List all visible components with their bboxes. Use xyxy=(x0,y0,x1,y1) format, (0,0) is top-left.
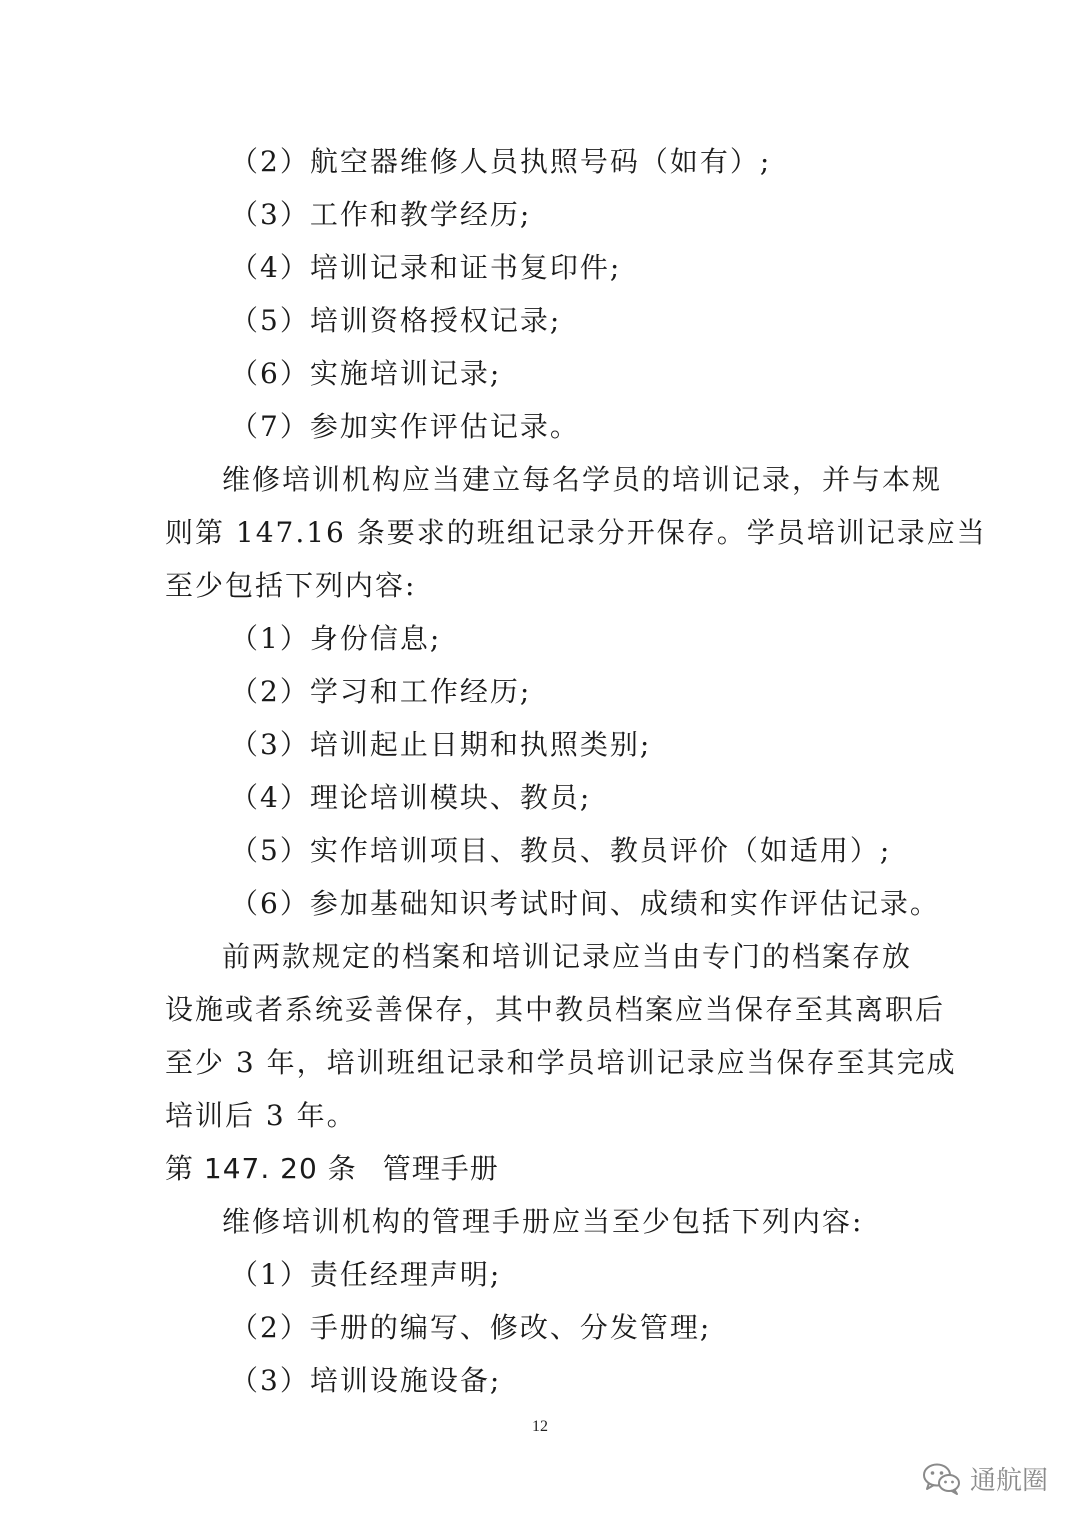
list-item: （6）参加基础知识考试时间、成绩和实作评估记录。 xyxy=(230,887,940,920)
list-item: （4）理论培训模块、教员; xyxy=(230,781,592,814)
watermark xyxy=(922,1460,1048,1497)
article-number: 第 147. 20 条 xyxy=(165,1152,357,1185)
paragraph-line: 维修培训机构应当建立每名学员的培训记录，并与本规 xyxy=(222,463,943,496)
article-title: 管理手册 xyxy=(382,1152,499,1185)
list-item: （7）参加实作评估记录。 xyxy=(230,410,580,443)
list-item: （6）实施培训记录; xyxy=(230,357,502,390)
list-item: （5）实作培训项目、教员、教员评价（如适用）; xyxy=(230,834,892,867)
wechat-icon xyxy=(922,1462,962,1496)
watermark-text: 通航圈 xyxy=(969,1466,1048,1496)
list-item: （3）培训设施设备; xyxy=(230,1364,502,1397)
paragraph-line: 至少 3 年，培训班组记录和学员培训记录应当保存至其完成 xyxy=(165,1046,957,1079)
paragraph-line: 至少包括下列内容: xyxy=(165,569,417,602)
paragraph-line: 前两款规定的档案和培训记录应当由专门的档案存放 xyxy=(222,940,913,973)
list-item: （2）学习和工作经历; xyxy=(230,675,532,708)
list-item: （1）身份信息; xyxy=(230,622,442,655)
paragraph-line: 设施或者系统妥善保存，其中教员档案应当保存至其离职后 xyxy=(165,993,946,1026)
list-item: （3）工作和教学经历; xyxy=(230,198,532,231)
list-item: （1）责任经理声明; xyxy=(230,1258,502,1291)
paragraph-line: 维修培训机构的管理手册应当至少包括下列内容: xyxy=(222,1205,864,1238)
list-item: （3）培训起止日期和执照类别; xyxy=(230,728,652,761)
paragraph-line: 培训后 3 年。 xyxy=(165,1099,357,1132)
list-item: （4）培训记录和证书复印件; xyxy=(230,251,622,284)
list-item: （2）手册的编写、修改、分发管理; xyxy=(230,1311,712,1344)
article-heading xyxy=(165,1149,499,1189)
paragraph-line: 则第 147.16 条要求的班组记录分开保存。学员培训记录应当 xyxy=(165,516,987,549)
list-item: （2）航空器维修人员执照号码（如有）; xyxy=(230,145,772,178)
page-number: 12 xyxy=(532,1418,548,1435)
list-item: （5）培训资格授权记录; xyxy=(230,304,562,337)
